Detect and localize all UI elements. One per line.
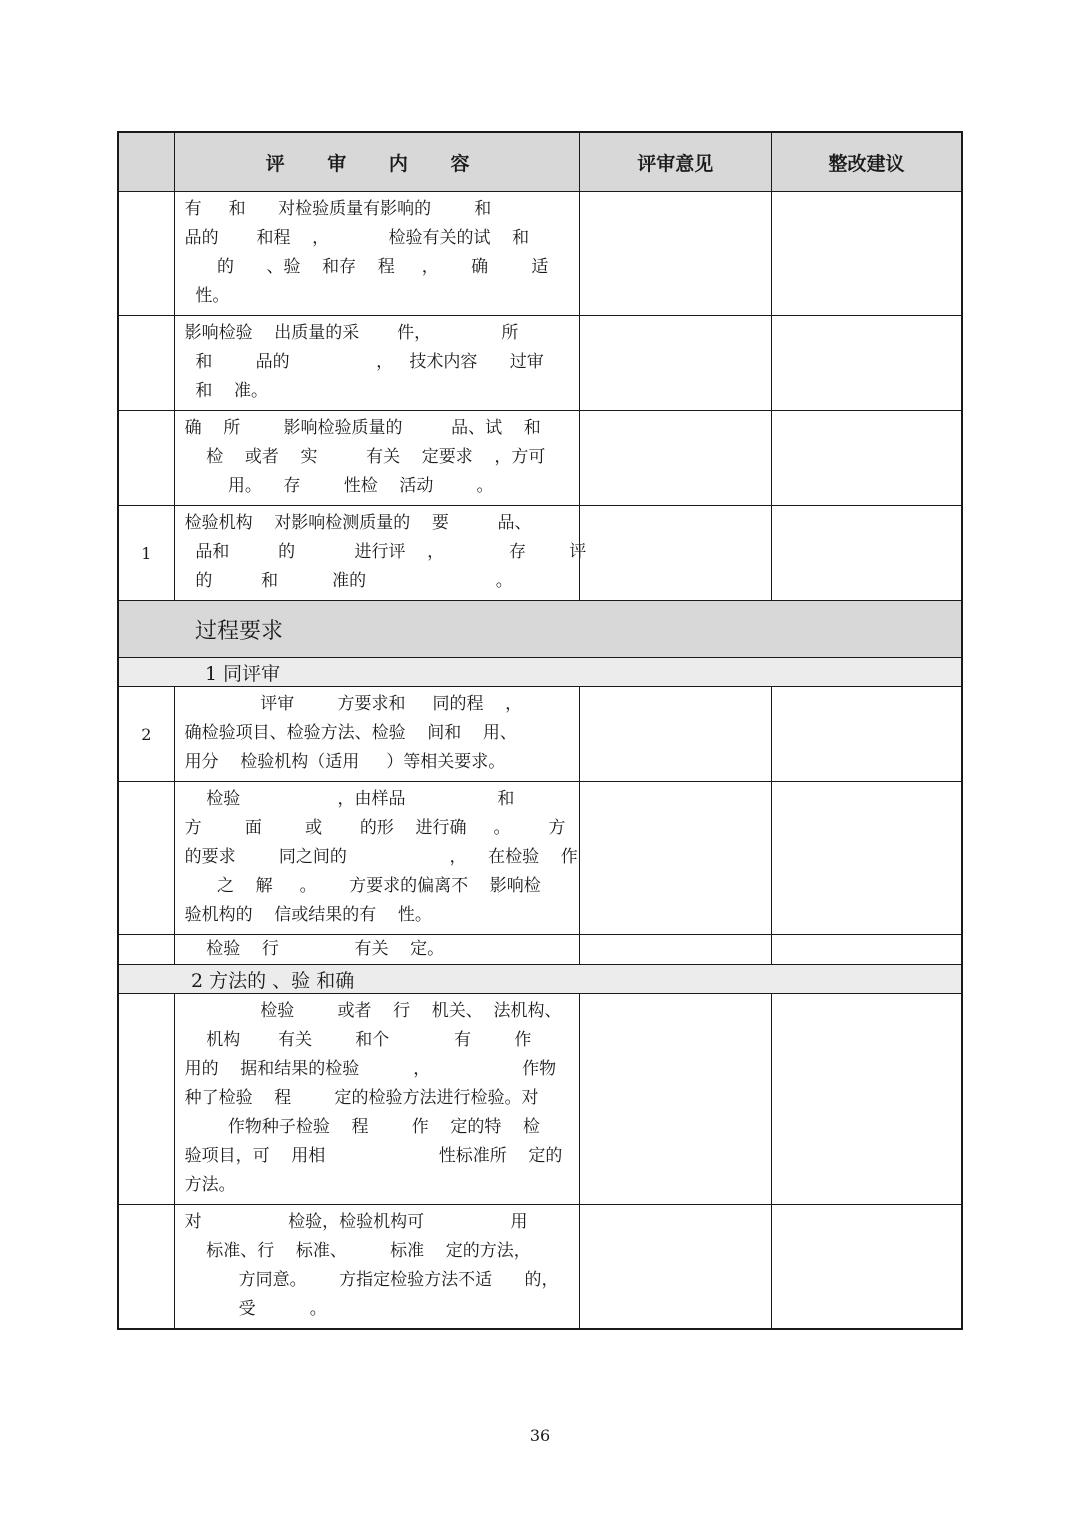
header-opinion: 评审意见 [579, 132, 771, 192]
table-row [118, 782, 962, 935]
row-number [118, 1205, 174, 1330]
table-row [118, 411, 962, 506]
header-suggestion: 整改建议 [772, 132, 962, 192]
row-content: 检验 ，由样品 和 方 面 或 的形 进行确 。 方 的要求 同之间的 ， 在检验 作 之 解 。 方要求的偏离不 影响检 验机构的 信或结果的有 性。 [174, 782, 579, 935]
suggestion-cell[interactable] [772, 935, 962, 965]
opinion-cell[interactable] [579, 1205, 771, 1330]
row-content: 评审 方要求和 同的程 ， 确检验项目、检验方法、检验 间和 用、 用分 检验机构（适用 ）等相关要求。 [174, 687, 579, 782]
table-row [118, 506, 962, 601]
table-row [118, 1205, 962, 1330]
row-number [118, 782, 174, 935]
table-row [118, 935, 962, 965]
suggestion-cell[interactable] [772, 782, 962, 935]
row-number [118, 994, 174, 1205]
row-number [118, 935, 174, 965]
table-row [118, 316, 962, 411]
subsection-title: 1 同评审 [118, 658, 962, 687]
page-number: 36 [529, 1426, 551, 1445]
header-number [118, 132, 174, 192]
row-number: 2 [118, 687, 174, 782]
suggestion-cell[interactable] [772, 192, 962, 316]
row-number [118, 316, 174, 411]
header-content: 评 审 内 容 [174, 132, 579, 192]
row-content: 对 检验，检验机构可 用 标准、行 标准、 标准 定的方法， 方同意。 方指定检验方法不适 的， 受 。 [174, 1205, 579, 1330]
suggestion-cell[interactable] [772, 994, 962, 1205]
subsection-header [118, 965, 962, 994]
row-number [118, 192, 174, 316]
suggestion-cell[interactable] [772, 316, 962, 411]
table-row [118, 192, 962, 316]
opinion-cell[interactable] [579, 316, 771, 411]
opinion-cell[interactable] [579, 782, 771, 935]
table-row [118, 994, 962, 1205]
row-content: 检验机构 对影响检测质量的 要 品、 品和 的 进行评 ， 存 评 的 和 准的 。 [174, 506, 579, 601]
row-content: 影响检验 出质量的采 件， 所 和 品的 ， 技术内容 过审 和 准。 [174, 316, 579, 411]
table-row [118, 687, 962, 782]
review-table [117, 131, 963, 1330]
opinion-cell[interactable] [579, 935, 771, 965]
opinion-cell[interactable] [579, 506, 771, 601]
opinion-cell[interactable] [579, 192, 771, 316]
section-header [118, 601, 962, 658]
suggestion-cell[interactable] [772, 1205, 962, 1330]
subsection-header [118, 658, 962, 687]
suggestion-cell[interactable] [772, 687, 962, 782]
opinion-cell[interactable] [579, 994, 771, 1205]
opinion-cell[interactable] [579, 687, 771, 782]
row-content: 检验 行 有关 定。 [174, 935, 579, 965]
suggestion-cell[interactable] [772, 506, 962, 601]
suggestion-cell[interactable] [772, 411, 962, 506]
row-number [118, 411, 174, 506]
row-number: 1 [118, 506, 174, 601]
opinion-cell[interactable] [579, 411, 771, 506]
section-title: 过程要求 [118, 601, 962, 658]
row-content: 有 和 对检验质量有影响的 和 品的 和程 ， 检验有关的试 和 的 、验 和存 程 ， 确 适 性。 [174, 192, 579, 316]
table-header [118, 132, 962, 192]
row-content: 检验 或者 行 机关、 法机构、 机构 有关 和个 有 作 用的 据和结果的检验 ， 作物 种了检验 程 定的检验方法进行检验。对 作物种子检验 程 作 定的特 检 验项目，可 用相 性标准所 定的 方法。 [174, 994, 579, 1205]
row-content: 确 所 影响检验质量的 品、试 和 检 或者 实 有关 定要求 ，方可 用。 存 性检 活动 。 [174, 411, 579, 506]
subsection-title: 2 方法的 、验 和确 [118, 965, 962, 994]
